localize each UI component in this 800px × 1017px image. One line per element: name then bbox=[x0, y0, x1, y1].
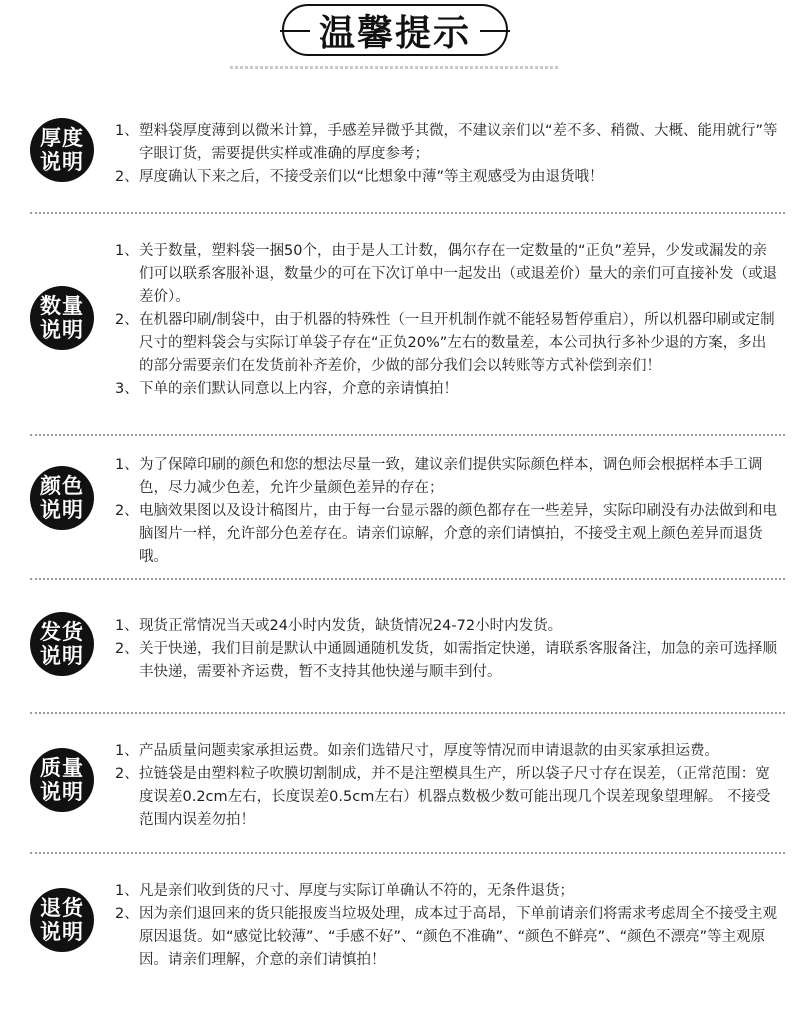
list-item bbox=[115, 166, 780, 189]
section-divider bbox=[30, 212, 785, 214]
thickness-badge bbox=[30, 118, 94, 182]
badge-line-1: 数量 bbox=[40, 294, 84, 318]
page-title: 温馨提示 bbox=[282, 4, 508, 56]
item-text: 塑料袋厚度薄到以微米计算，手感差异微乎其微，不建议亲们以“差不多、稍微、大概、能用就行”等字眼订货，需要提供实样或准确的厚度参考； bbox=[139, 123, 778, 162]
item-text: 因为亲们退回来的货只能报废当垃圾处理，成本过于高昂，下单前请亲们将需求考虑周全不接受主观原因退货。如“感觉比较薄”、“手感不好”、“颜色不准确”、“颜色不鲜亮”、“颜色不漂亮”等主观原因。请亲们理解，介意的亲们请慎拍！ bbox=[139, 906, 777, 968]
badge-line-2: 说明 bbox=[40, 150, 84, 174]
list-item bbox=[115, 120, 780, 166]
item-number: 2、 bbox=[115, 906, 139, 922]
badge-line-1: 发货 bbox=[40, 620, 84, 644]
item-number: 2、 bbox=[115, 766, 139, 782]
list-item bbox=[115, 240, 780, 309]
list-item bbox=[115, 880, 780, 903]
color-items bbox=[115, 454, 780, 569]
item-text: 关于数量，塑料袋一捆50个，由于是人工计数，偶尔存在一定数量的“正负”差异，少发或漏发的亲们可以联系客服补退，数量少的可在下次订单中一起发出（或退差价）量大的亲们可直接补发（或退差价）。 bbox=[139, 243, 777, 305]
list-item bbox=[115, 500, 780, 569]
item-number: 2、 bbox=[115, 503, 139, 519]
badge-line-2: 说明 bbox=[40, 498, 84, 522]
quantity-items bbox=[115, 240, 780, 401]
badge-line-2: 说明 bbox=[40, 920, 84, 944]
item-number: 1、 bbox=[115, 883, 139, 899]
item-text: 现货正常情况当天或24小时内发货，缺货情况24-72小时内发货。 bbox=[139, 618, 563, 634]
shipping-items bbox=[115, 615, 780, 684]
badge-line-2: 说明 bbox=[40, 644, 84, 668]
item-text: 拉链袋是由塑料粒子吹膜切割制成，并不是注塑模具生产，所以袋子尺寸存在误差，（正常范围：宽度误差0.2cm左右，长度误差0.5cm左右）机器点数极少数可能出现几个误差现象望理解。 不接受范围内误差勿拍！ bbox=[139, 766, 771, 828]
section-divider bbox=[30, 852, 785, 854]
badge-line-2: 说明 bbox=[40, 780, 84, 804]
list-item bbox=[115, 763, 780, 832]
returns-items bbox=[115, 880, 780, 972]
list-item bbox=[115, 903, 780, 972]
list-item bbox=[115, 638, 780, 684]
item-text: 下单的亲们默认同意以上内容，介意的亲请慎拍！ bbox=[139, 381, 458, 397]
thickness-items bbox=[115, 120, 780, 189]
section-divider bbox=[30, 712, 785, 714]
title-underline bbox=[230, 66, 560, 69]
badge-line-1: 质量 bbox=[40, 756, 84, 780]
list-item bbox=[115, 309, 780, 378]
item-number: 1、 bbox=[115, 743, 139, 759]
quality-badge bbox=[30, 748, 94, 812]
item-number: 1、 bbox=[115, 243, 139, 259]
item-number: 1、 bbox=[115, 123, 139, 139]
returns-badge bbox=[30, 888, 94, 952]
section-divider bbox=[30, 434, 785, 436]
quantity-badge bbox=[30, 286, 94, 350]
badge-line-1: 厚度 bbox=[40, 126, 84, 150]
list-item bbox=[115, 615, 780, 638]
item-text: 电脑效果图以及设计稿图片，由于每一台显示器的颜色都存在一些差异，实际印刷没有办法做到和电脑图片一样，允许部分色差存在。请亲们谅解，介意的亲们请慎拍，不接受主观上颜色差异而退货哦。 bbox=[139, 503, 777, 565]
item-text: 产品质量问题卖家承担运费。如亲们选错尺寸，厚度等情况而申请退款的由买家承担运费。 bbox=[139, 743, 719, 759]
badge-line-1: 退货 bbox=[40, 896, 84, 920]
badge-line-1: 颜色 bbox=[40, 474, 84, 498]
item-number: 2、 bbox=[115, 169, 139, 185]
list-item bbox=[115, 454, 780, 500]
item-number: 3、 bbox=[115, 381, 139, 397]
item-text: 在机器印刷/制袋中，由于机器的特殊性（一旦开机制作就不能轻易暂停重启），所以机器印刷或定制尺寸的塑料袋会与实际订单袋子存在“正负20%”左右的数量差，本公司执行多补少退的方案，多出的部分需要亲们在发货前补齐差价，少做的部分我们会以转账等方式补偿到亲们！ bbox=[139, 312, 775, 374]
section-divider bbox=[30, 578, 785, 580]
item-number: 2、 bbox=[115, 312, 139, 328]
item-text: 凡是亲们收到货的尺寸、厚度与实际订单确认不符的，无条件退货； bbox=[139, 883, 574, 899]
item-number: 1、 bbox=[115, 618, 139, 634]
item-number: 1、 bbox=[115, 457, 139, 473]
item-number: 2、 bbox=[115, 641, 139, 657]
item-text: 厚度确认下来之后，不接受亲们以“比想象中薄”等主观感受为由退货哦！ bbox=[139, 169, 604, 185]
item-text: 为了保障印刷的颜色和您的想法尽量一致，建议亲们提供实际颜色样本，调色师会根据样本手工调色，尽力减少色差，允许少量颜色差异的存在； bbox=[139, 457, 763, 496]
color-badge bbox=[30, 466, 94, 530]
quality-items bbox=[115, 740, 780, 832]
badge-line-2: 说明 bbox=[40, 318, 84, 342]
list-item bbox=[115, 378, 780, 401]
item-text: 关于快递，我们目前是默认中通圆通随机发货，如需指定快递，请联系客服备注，加急的亲可选择顺丰快递，需要补齐运费，暂不支持其他快递与顺丰到付。 bbox=[139, 641, 777, 680]
list-item bbox=[115, 740, 780, 763]
shipping-badge bbox=[30, 612, 94, 676]
